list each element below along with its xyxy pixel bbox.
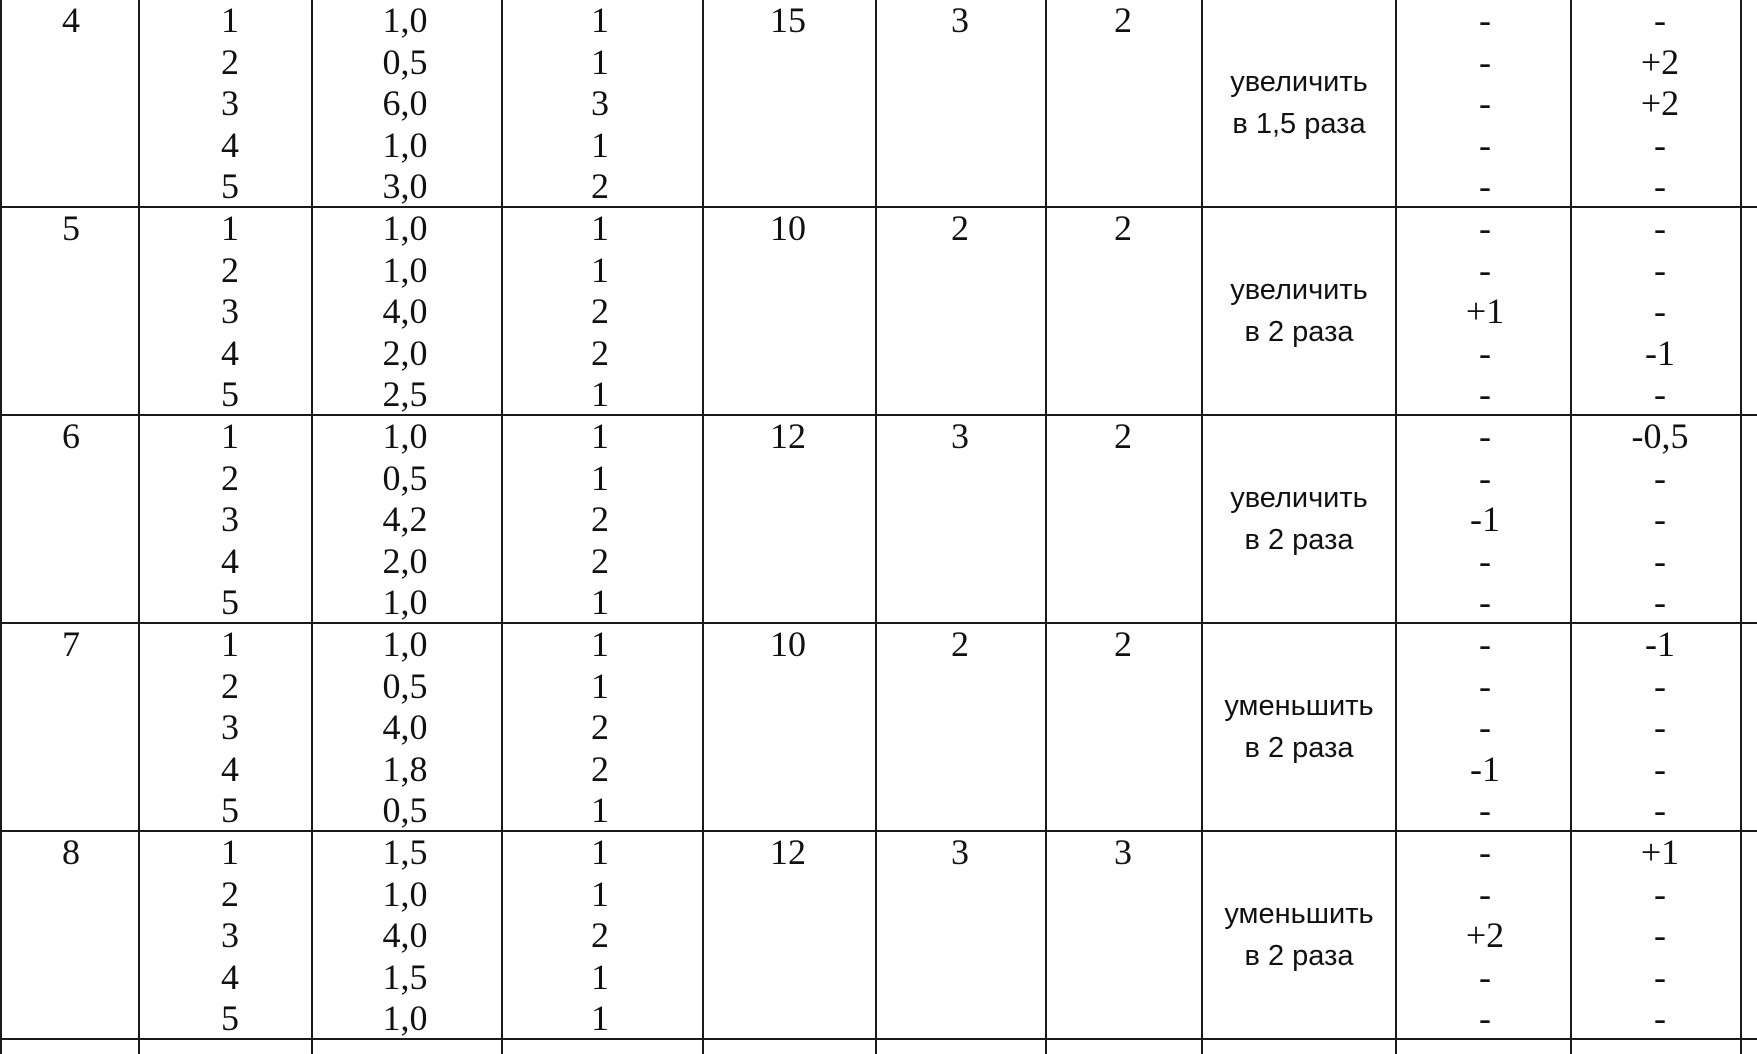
change-value: +2 <box>1640 41 1680 82</box>
change-value: - <box>1479 83 1491 124</box>
count-value: 2 <box>591 166 609 207</box>
change-value: - <box>1479 416 1491 456</box>
change-column-2 <box>1620 624 1700 832</box>
change-value: -1 <box>1645 624 1675 664</box>
change-column-2 <box>1620 208 1700 416</box>
change-value: - <box>1479 124 1491 165</box>
value: 0,5 <box>382 457 428 498</box>
change-column-2 <box>1620 416 1700 624</box>
index-value: 1 <box>221 208 239 248</box>
count-column <box>580 208 620 416</box>
action-cell <box>1204 893 1394 977</box>
change-value: - <box>1654 665 1666 706</box>
action-line: уменьшить <box>1224 898 1374 930</box>
change-value: +2 <box>1465 915 1505 956</box>
count-column <box>580 624 620 832</box>
index-value: 2 <box>221 41 239 82</box>
change-value: - <box>1654 790 1666 831</box>
count-value: 1 <box>591 790 609 831</box>
value: 4,0 <box>382 291 428 332</box>
row-number: 6 <box>62 416 80 456</box>
value: 1,0 <box>382 998 428 1039</box>
count-value: 2 <box>591 499 609 540</box>
row-number: 8 <box>62 832 80 872</box>
value: 6,0 <box>382 83 428 124</box>
param-a: 10 <box>770 624 806 664</box>
change-value: +2 <box>1640 83 1680 124</box>
change-column-1 <box>1455 832 1515 1040</box>
count-value: 1 <box>591 124 609 165</box>
value-column <box>370 416 440 624</box>
count-value: 1 <box>591 374 609 415</box>
action-line: в 1,5 раза <box>1232 108 1366 140</box>
change-value: - <box>1479 790 1491 831</box>
change-value: - <box>1479 249 1491 290</box>
change-value: - <box>1479 707 1491 748</box>
change-value: - <box>1654 707 1666 748</box>
count-value: 1 <box>591 956 609 997</box>
action-cell <box>1204 269 1394 353</box>
action-line: в 2 раза <box>1244 316 1354 348</box>
count-value: 1 <box>591 208 609 248</box>
param-b: 3 <box>951 832 969 872</box>
value: 0,5 <box>382 665 428 706</box>
change-value: - <box>1654 915 1666 956</box>
action-line: в 2 раза <box>1244 940 1354 972</box>
value: 1,0 <box>382 208 428 248</box>
value: 1,0 <box>382 124 428 165</box>
change-value: - <box>1479 0 1491 40</box>
change-value: - <box>1479 332 1491 373</box>
value: 1,0 <box>382 624 428 664</box>
value: 4,2 <box>382 499 428 540</box>
change-value: - <box>1654 249 1666 290</box>
index-value: 4 <box>221 748 239 789</box>
action-line: увеличить <box>1230 274 1368 306</box>
table-row <box>0 0 1757 206</box>
action-line: в 2 раза <box>1244 732 1354 764</box>
count-value: 1 <box>591 0 609 40</box>
index-value: 1 <box>221 0 239 40</box>
change-value: - <box>1654 0 1666 40</box>
change-column-1 <box>1455 0 1515 208</box>
param-c: 3 <box>1114 832 1132 872</box>
value-column <box>370 0 440 208</box>
change-value: - <box>1479 873 1491 914</box>
index-value: 5 <box>221 998 239 1039</box>
count-value: 1 <box>591 41 609 82</box>
change-column-2 <box>1620 0 1700 208</box>
index-value: 2 <box>221 249 239 290</box>
value: 2,0 <box>382 540 428 581</box>
change-value: - <box>1654 124 1666 165</box>
index-column <box>210 0 250 208</box>
change-value: - <box>1479 998 1491 1039</box>
index-value: 3 <box>221 707 239 748</box>
value: 4,0 <box>382 915 428 956</box>
change-value: - <box>1654 748 1666 789</box>
value-column <box>370 208 440 416</box>
count-value: 1 <box>591 832 609 872</box>
param-b: 3 <box>951 0 969 40</box>
change-value: - <box>1479 41 1491 82</box>
action-cell <box>1204 61 1394 145</box>
change-column-1 <box>1455 208 1515 416</box>
table-row <box>0 832 1757 1038</box>
count-column <box>580 0 620 208</box>
change-value: - <box>1479 582 1491 623</box>
value: 1,5 <box>382 832 428 872</box>
change-value: - <box>1479 208 1491 248</box>
index-value: 4 <box>221 956 239 997</box>
index-value: 4 <box>221 332 239 373</box>
change-value: - <box>1479 457 1491 498</box>
index-column <box>210 416 250 624</box>
index-value: 5 <box>221 790 239 831</box>
change-value: +1 <box>1465 291 1505 332</box>
change-value: +1 <box>1640 832 1680 872</box>
change-value: - <box>1654 582 1666 623</box>
count-column <box>580 832 620 1040</box>
change-value: -0,5 <box>1631 416 1689 456</box>
value: 1,0 <box>382 0 428 40</box>
change-value: - <box>1479 832 1491 872</box>
param-c: 2 <box>1114 416 1132 456</box>
action-cell <box>1204 477 1394 561</box>
count-value: 2 <box>591 332 609 373</box>
value-column <box>370 624 440 832</box>
value: 0,5 <box>382 790 428 831</box>
param-a: 10 <box>770 208 806 248</box>
param-a: 15 <box>770 0 806 40</box>
table-row <box>0 208 1757 414</box>
param-c: 2 <box>1114 208 1132 248</box>
action-line: в 2 раза <box>1244 524 1354 556</box>
param-c: 2 <box>1114 624 1132 664</box>
count-value: 1 <box>591 457 609 498</box>
row-number: 4 <box>62 0 80 40</box>
change-column-1 <box>1455 416 1515 624</box>
change-value: - <box>1654 457 1666 498</box>
change-value: - <box>1479 624 1491 664</box>
value: 2,0 <box>382 332 428 373</box>
change-value: -1 <box>1645 332 1675 373</box>
change-value: - <box>1654 166 1666 207</box>
count-column <box>580 416 620 624</box>
index-column <box>210 624 250 832</box>
change-value: - <box>1654 540 1666 581</box>
count-value: 2 <box>591 707 609 748</box>
row-number: 7 <box>62 624 80 664</box>
table-row <box>0 416 1757 622</box>
count-value: 1 <box>591 873 609 914</box>
index-value: 4 <box>221 124 239 165</box>
value: 1,5 <box>382 956 428 997</box>
param-b: 2 <box>951 624 969 664</box>
value: 0,5 <box>382 41 428 82</box>
change-value: - <box>1654 291 1666 332</box>
change-value: - <box>1479 166 1491 207</box>
count-value: 1 <box>591 582 609 623</box>
index-value: 3 <box>221 499 239 540</box>
count-value: 1 <box>591 416 609 456</box>
change-value: - <box>1654 499 1666 540</box>
change-value: - <box>1479 956 1491 997</box>
param-c: 2 <box>1114 0 1132 40</box>
count-value: 1 <box>591 998 609 1039</box>
param-a: 12 <box>770 832 806 872</box>
index-value: 1 <box>221 624 239 664</box>
change-value: - <box>1479 374 1491 415</box>
value: 4,0 <box>382 707 428 748</box>
action-line: уменьшить <box>1224 690 1374 722</box>
count-value: 2 <box>591 748 609 789</box>
param-b: 3 <box>951 416 969 456</box>
value: 1,0 <box>382 582 428 623</box>
change-value: - <box>1654 374 1666 415</box>
action-line: увеличить <box>1230 482 1368 514</box>
change-value: - <box>1654 873 1666 914</box>
value: 1,0 <box>382 873 428 914</box>
value: 2,5 <box>382 374 428 415</box>
count-value: 1 <box>591 249 609 290</box>
change-value: - <box>1479 540 1491 581</box>
index-value: 2 <box>221 873 239 914</box>
value: 1,8 <box>382 748 428 789</box>
index-value: 3 <box>221 915 239 956</box>
value: 1,0 <box>382 249 428 290</box>
row-number: 5 <box>62 208 80 248</box>
param-b: 2 <box>951 208 969 248</box>
index-value: 5 <box>221 374 239 415</box>
change-value: - <box>1479 665 1491 706</box>
change-column-1 <box>1455 624 1515 832</box>
index-value: 1 <box>221 416 239 456</box>
count-value: 1 <box>591 624 609 664</box>
change-value: - <box>1654 208 1666 248</box>
change-value: - <box>1654 998 1666 1039</box>
param-a: 12 <box>770 416 806 456</box>
value-column <box>370 832 440 1040</box>
index-value: 1 <box>221 832 239 872</box>
change-value: - <box>1654 956 1666 997</box>
index-value: 3 <box>221 291 239 332</box>
count-value: 1 <box>591 665 609 706</box>
index-value: 2 <box>221 665 239 706</box>
change-value: -1 <box>1470 748 1500 789</box>
action-cell <box>1204 685 1394 769</box>
count-value: 2 <box>591 540 609 581</box>
index-value: 5 <box>221 582 239 623</box>
index-value: 2 <box>221 457 239 498</box>
action-line: увеличить <box>1230 66 1368 98</box>
table-row <box>0 624 1757 830</box>
index-value: 5 <box>221 166 239 207</box>
index-value: 3 <box>221 83 239 124</box>
change-value: -1 <box>1470 499 1500 540</box>
value: 1,0 <box>382 416 428 456</box>
value: 3,0 <box>382 166 428 207</box>
count-value: 2 <box>591 915 609 956</box>
count-value: 3 <box>591 83 609 124</box>
index-column <box>210 208 250 416</box>
count-value: 2 <box>591 291 609 332</box>
change-column-2 <box>1620 832 1700 1040</box>
index-value: 4 <box>221 540 239 581</box>
index-column <box>210 832 250 1040</box>
